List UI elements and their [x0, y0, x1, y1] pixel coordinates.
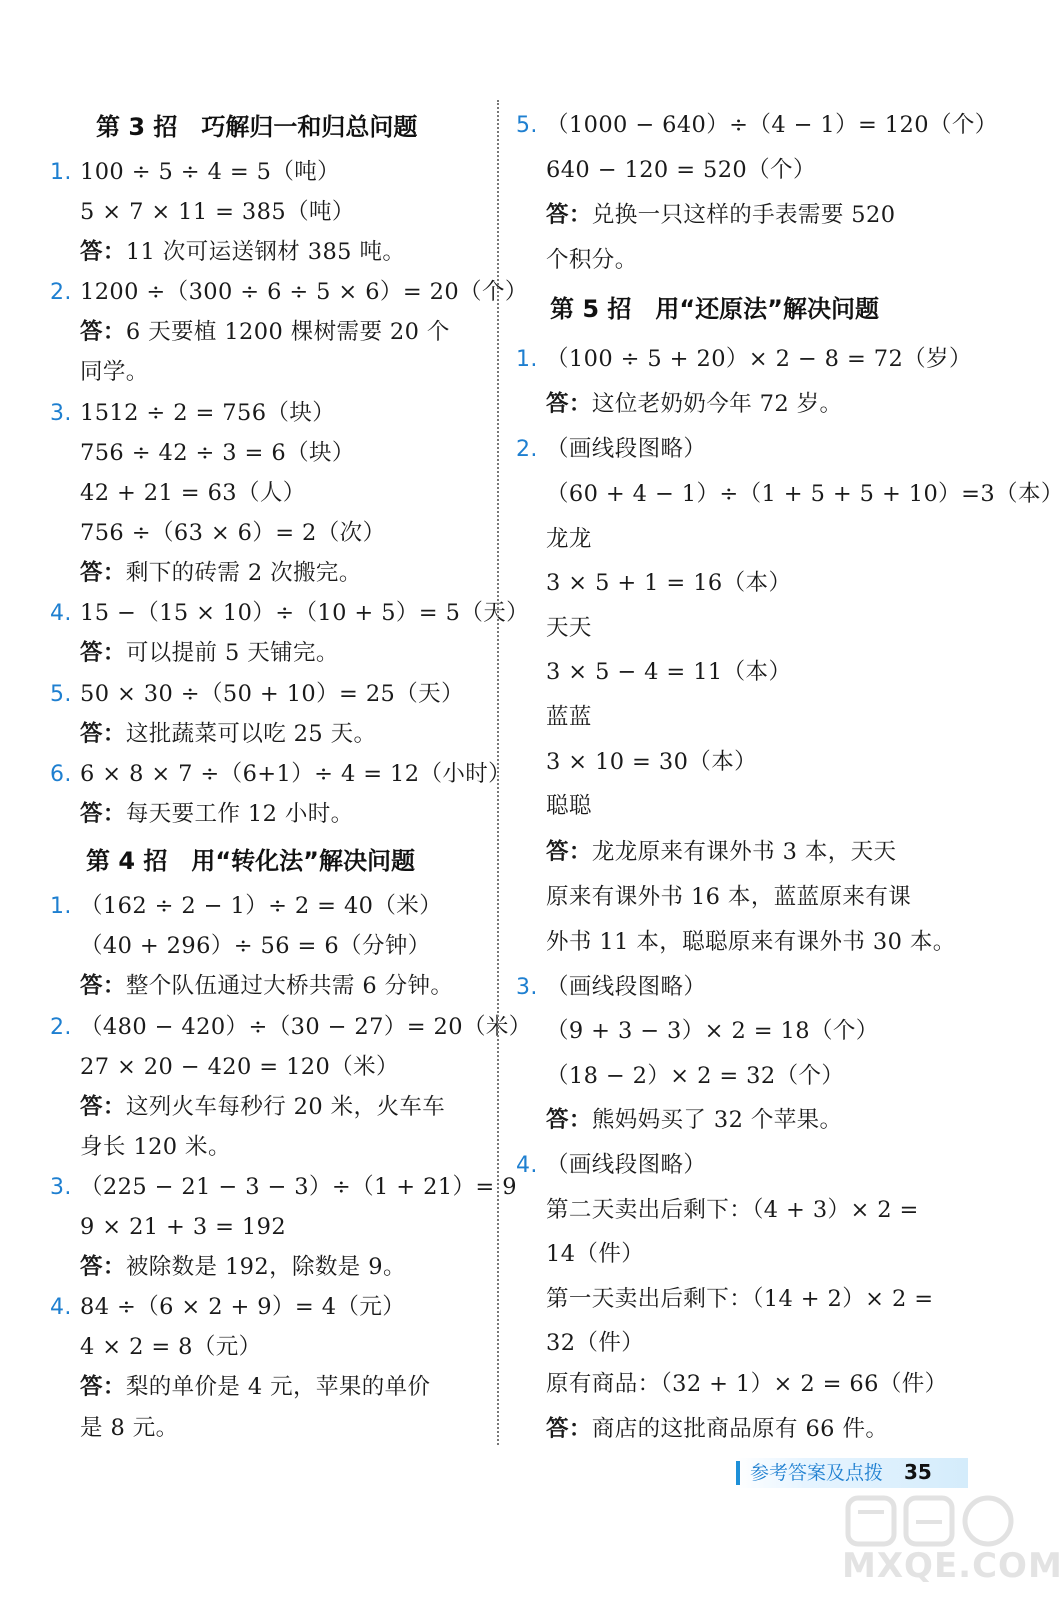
- problem-number: 6.: [50, 762, 72, 787]
- calc-line: 42 + 21 = 63（人）: [80, 480, 306, 506]
- name-line: 龙龙: [546, 526, 592, 552]
- calc-line: 3 × 5 + 1 = 16（本）: [546, 570, 792, 596]
- section-title-3: 第 3 招 巧解归一和归总问题: [96, 113, 418, 141]
- problem-number: 1.: [50, 160, 72, 185]
- calc-line: 5 × 7 × 11 = 385（吨）: [80, 199, 355, 225]
- answer-line: 答：梨的单价是 4 元，苹果的单价: [80, 1374, 431, 1400]
- answer-line: 答：剩下的砖需 2 次搬完。: [80, 560, 362, 586]
- problem-number: 4.: [50, 1295, 72, 1320]
- answer-line: 答：熊妈妈买了 32 个苹果。: [546, 1107, 843, 1133]
- calc-line: 3 × 5 − 4 = 11（本）: [546, 659, 792, 685]
- problem-3-line: 3. （225 − 21 − 3 − 3）÷（1 + 21）= 9: [50, 1172, 517, 1203]
- problem-number: 3.: [50, 1175, 72, 1200]
- problem-5-line: 5. 50 × 30 ÷（50 + 10）= 25（天）: [50, 679, 464, 710]
- problem-number: 5.: [50, 682, 72, 707]
- page-footer: [736, 1458, 968, 1488]
- answer-line: 答：被除数是 192，除数是 9。: [80, 1254, 406, 1280]
- problem-number: 3.: [516, 975, 538, 1000]
- name-line: 天天: [546, 615, 592, 641]
- problem-2-line: 2. （480 − 420）÷（30 − 27）= 20（米）: [50, 1012, 532, 1043]
- calc-line: 9 × 21 + 3 = 192: [80, 1214, 287, 1240]
- watermark-logo-icon: [842, 1492, 1032, 1552]
- calc-line: （60 + 4 − 1）÷（1 + 5 + 5 + 10）=3（本）: [546, 481, 1064, 507]
- answer-line-cont: 外书 11 本，聪聪原来有课外书 30 本。: [546, 929, 956, 955]
- calc-line: （18 − 2）× 2 = 32（个）: [546, 1063, 845, 1089]
- problem-3-line: 3. 1512 ÷ 2 = 756（块）: [50, 398, 335, 429]
- problem-number: 2.: [50, 1015, 72, 1040]
- answer-line: 答：龙龙原来有课外书 3 本，天天: [546, 839, 897, 865]
- calc-line: 32（件）: [546, 1330, 645, 1356]
- answer-line: 答：兑换一只这样的手表需要 520: [546, 202, 896, 228]
- footer-accent-bar: [736, 1461, 740, 1485]
- calc-line: 14（件）: [546, 1241, 645, 1267]
- answer-line: 答：整个队伍通过大桥共需 6 分钟。: [80, 973, 454, 999]
- answer-line-cont: 个积分。: [546, 247, 638, 273]
- calc-line: （40 + 296）÷ 56 = 6（分钟）: [80, 933, 431, 959]
- calc-line: 27 × 20 − 420 = 120（米）: [80, 1054, 399, 1080]
- problem-4-line: 4. 15 −（15 × 10）÷（10 + 5）= 5（天）: [50, 598, 529, 629]
- problem-number: 4.: [516, 1153, 538, 1178]
- answer-line: 答：这批蔬菜可以吃 25 天。: [80, 721, 377, 747]
- answer-line-cont: 是 8 元。: [80, 1415, 179, 1441]
- problem-3-line: 3. （画线段图略）: [516, 972, 706, 1003]
- problem-number: 1.: [50, 894, 72, 919]
- problem-2-line: 2. 1200 ÷（300 ÷ 6 ÷ 5 × 6）= 20（个）: [50, 277, 528, 308]
- answer-line: 答：这列火车每秒行 20 米，火车车: [80, 1094, 446, 1120]
- answer-line-cont: 身长 120 米。: [80, 1134, 231, 1160]
- calc-line: 640 − 120 = 520（个）: [546, 157, 816, 183]
- watermark-text: MXQE.COM: [842, 1546, 1063, 1586]
- calc-line: 756 ÷ 42 ÷ 3 = 6（块）: [80, 440, 355, 466]
- answer-line: 答：可以提前 5 天铺完。: [80, 640, 339, 666]
- calc-line: 4 × 2 = 8（元）: [80, 1334, 262, 1360]
- page-number: 35: [904, 1460, 932, 1484]
- calc-line: 756 ÷（63 × 6）= 2（次）: [80, 520, 386, 546]
- problem-5-line: 5. （1000 − 640）÷（4 − 1）= 120（个）: [516, 110, 998, 141]
- answer-line: 答：11 次可运送钢材 385 吨。: [80, 239, 406, 265]
- problem-number: 4.: [50, 601, 72, 626]
- name-line: 蓝蓝: [546, 704, 592, 730]
- calc-line: 第一天卖出后剩下：（14 + 2）× 2 =: [546, 1286, 934, 1312]
- column-divider: [497, 100, 499, 1445]
- answer-line: 答：每天要工作 12 小时。: [80, 801, 354, 827]
- answer-line-cont: 原来有课外书 16 本，蓝蓝原来有课: [546, 884, 912, 910]
- answer-line: 答：6 天要植 1200 棵树需要 20 个: [80, 319, 450, 345]
- problem-number: 1.: [516, 347, 538, 372]
- calc-line: 3 × 10 = 30（本）: [546, 749, 757, 775]
- name-line: 聪聪: [546, 793, 592, 819]
- footer-label: 参考答案及点拨: [750, 1462, 884, 1484]
- problem-1-line: 1. （162 ÷ 2 − 1）÷ 2 = 40（米）: [50, 891, 442, 922]
- answer-line-cont: 同学。: [80, 359, 149, 385]
- problem-number: 3.: [50, 401, 72, 426]
- problem-2-line: 2. （画线段图略）: [516, 434, 706, 465]
- problem-number: 2.: [516, 437, 538, 462]
- calc-line: 第二天卖出后剩下：（4 + 3）× 2 =: [546, 1197, 919, 1223]
- problem-1-line: 1. （100 ÷ 5 + 20）× 2 − 8 = 72（岁）: [516, 344, 972, 375]
- problem-number: 5.: [516, 113, 538, 138]
- answer-line: 答：这位老奶奶今年 72 岁。: [546, 391, 843, 417]
- section-title-5: 第 5 招 用“还原法”解决问题: [550, 295, 879, 323]
- watermark: [842, 1492, 1063, 1592]
- section-title-4: 第 4 招 用“转化法”解决问题: [86, 847, 415, 875]
- calc-line: 原有商品：（32 + 1）× 2 = 66（件）: [546, 1371, 948, 1397]
- answer-line: 答：商店的这批商品原有 66 件。: [546, 1416, 889, 1442]
- problem-4-line: 4. 84 ÷（6 × 2 + 9）= 4（元）: [50, 1292, 405, 1323]
- calc-line: （9 + 3 − 3）× 2 = 18（个）: [546, 1018, 879, 1044]
- problem-4-line: 4. （画线段图略）: [516, 1150, 706, 1181]
- problem-number: 2.: [50, 280, 72, 305]
- problem-6-line: 6. 6 × 8 × 7 ÷（6+1）÷ 4 = 12（小时）: [50, 759, 511, 790]
- problem-1-line: 1. 100 ÷ 5 ÷ 4 = 5（吨）: [50, 157, 340, 188]
